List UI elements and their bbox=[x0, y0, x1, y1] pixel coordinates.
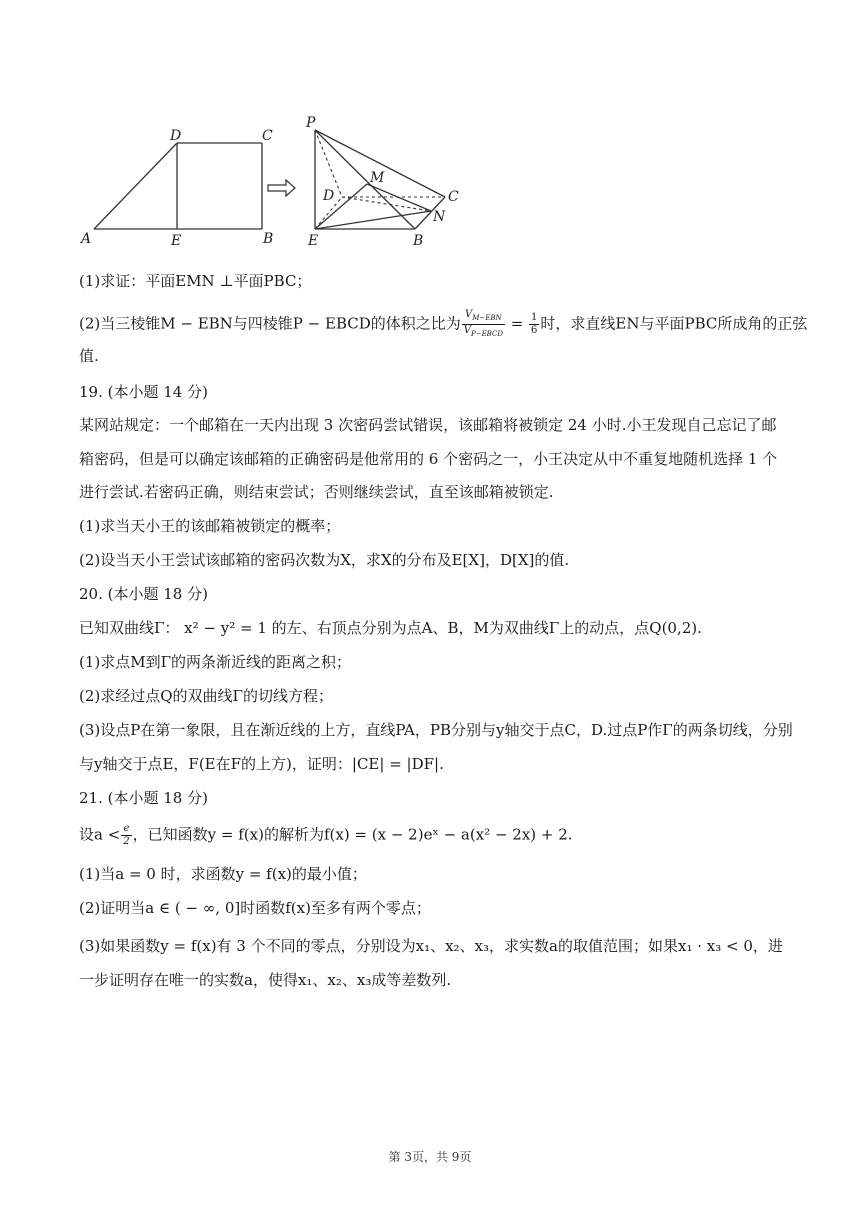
label-D-left: D bbox=[170, 128, 182, 144]
label-A-left: A bbox=[81, 231, 92, 247]
label-B-left: B bbox=[263, 231, 274, 247]
label-E-right: E bbox=[308, 233, 319, 249]
q20-stem: 已知双曲线Γ： x² − y² = 1 的左、右顶点分别为点A、B，M为双曲线Γ上的动点，点Q(0,2). bbox=[79, 619, 702, 637]
arrow-icon bbox=[268, 180, 295, 196]
edge-PC bbox=[315, 130, 445, 197]
q21-stem-b: ，已知函数y = f(x)的解析为f(x) = (x − 2)eˣ − a(x² − 2x) + 2. bbox=[132, 825, 573, 844]
q21-part2: (2)证明当a ∈ ( − ∞, 0]时函数f(x)至多有两个零点； bbox=[79, 899, 431, 917]
q20-part2: (2)求经过点Q的双曲线Γ的切线方程； bbox=[79, 687, 333, 705]
geometry-figure bbox=[0, 0, 860, 250]
volume-ratio-fraction bbox=[462, 309, 505, 340]
q20-part1: (1)求点M到Γ的两条渐近线的距离之积； bbox=[79, 653, 352, 671]
label-D-right: D bbox=[323, 188, 335, 204]
q21-stem bbox=[79, 823, 800, 848]
edge-PD bbox=[315, 130, 342, 197]
e-over-2-fraction bbox=[121, 823, 131, 848]
frac-num-v: V bbox=[465, 309, 473, 320]
label-B-right: B bbox=[413, 233, 424, 249]
label-E-left: E bbox=[171, 233, 182, 249]
q20-part3-cont: 与y轴交于点E，F(E在F的上方)，证明：|CE| = |DF|. bbox=[79, 755, 444, 773]
edge-DN bbox=[342, 197, 431, 211]
label-N: N bbox=[433, 209, 446, 225]
frac-e: e bbox=[121, 823, 131, 836]
q19-stem-1: 某网站规定：一个邮箱在一天内出现 3 次密码尝试错误，该邮箱将被锁定 24 小时.小王发现自己忘记了邮 bbox=[79, 416, 777, 434]
label-C-left: C bbox=[262, 128, 273, 144]
frac-den-sub: P−EBCD bbox=[471, 330, 503, 338]
q18-part2-text-b: 时，求直线EN与平面PBC所成角的正弦 bbox=[540, 314, 808, 333]
equals-sign: = bbox=[505, 314, 529, 333]
trapezoid-figure bbox=[94, 143, 262, 229]
frac2-den: 6 bbox=[531, 325, 538, 336]
label-M: M bbox=[370, 170, 385, 186]
one-sixth-fraction bbox=[529, 312, 539, 337]
q19-stem-2: 箱密码，但是可以确定该邮箱的正确密码是他常用的 6 个密码之一，小王决定从中不重复地随机选择 1 个 bbox=[79, 450, 778, 468]
q20-header: 20. (本小题 18 分) bbox=[79, 585, 208, 603]
q18-part2-text-a: (2)当三棱锥M − EBN与四棱锥P − EBCD的体积之比为 bbox=[79, 314, 461, 333]
q18-part1: (1)求证：平面EMN ⊥平面PBC； bbox=[79, 272, 312, 290]
q21-part3-cont: 一步证明存在唯一的实数a，使得x₁、x₂、x₃成等差数列. bbox=[79, 971, 452, 989]
q21-part3: (3)如果函数y = f(x)有 3 个不同的零点，分别设为x₁、x₂、x₃，求实数a的取值范围；如果x₁ · x₃ < 0，进 bbox=[79, 937, 783, 955]
q21-stem-a: 设a < bbox=[79, 825, 121, 844]
q18-part2 bbox=[79, 309, 808, 340]
q21-header: 21. (本小题 18 分) bbox=[79, 789, 208, 807]
frac-den-v: V bbox=[463, 325, 471, 336]
q19-header: 19. (本小题 14 分) bbox=[79, 383, 208, 401]
frac2-num: 1 bbox=[531, 312, 538, 323]
edge-AD bbox=[94, 143, 177, 229]
q19-part1: (1)求当天小王的该邮箱被锁定的概率； bbox=[79, 517, 341, 535]
q18-part2-cont: 值. bbox=[79, 347, 99, 365]
q21-part1: (1)当a = 0 时，求函数y = f(x)的最小值； bbox=[79, 865, 367, 883]
page-footer: 第 3页，共 9页 bbox=[388, 1150, 472, 1164]
frac-2: 2 bbox=[123, 836, 130, 847]
frac-num-sub: M−EBN bbox=[472, 314, 502, 322]
q20-part3: (3)设点P在第一象限，且在渐近线的上方，直线PA，PB分别与y轴交于点C，D.过点P作Γ的两条切线，分别 bbox=[79, 721, 793, 739]
edge-PB bbox=[315, 130, 415, 229]
label-C-right: C bbox=[448, 189, 459, 205]
q19-stem-3: 进行尝试.若密码正确，则结束尝试；否则继续尝试，直至该邮箱被锁定. bbox=[79, 483, 554, 501]
q19-part2: (2)设当天小王尝试该邮箱的密码次数为X，求X的分布及E[X]，D[X]的值. bbox=[79, 551, 570, 569]
label-P: P bbox=[306, 115, 316, 131]
